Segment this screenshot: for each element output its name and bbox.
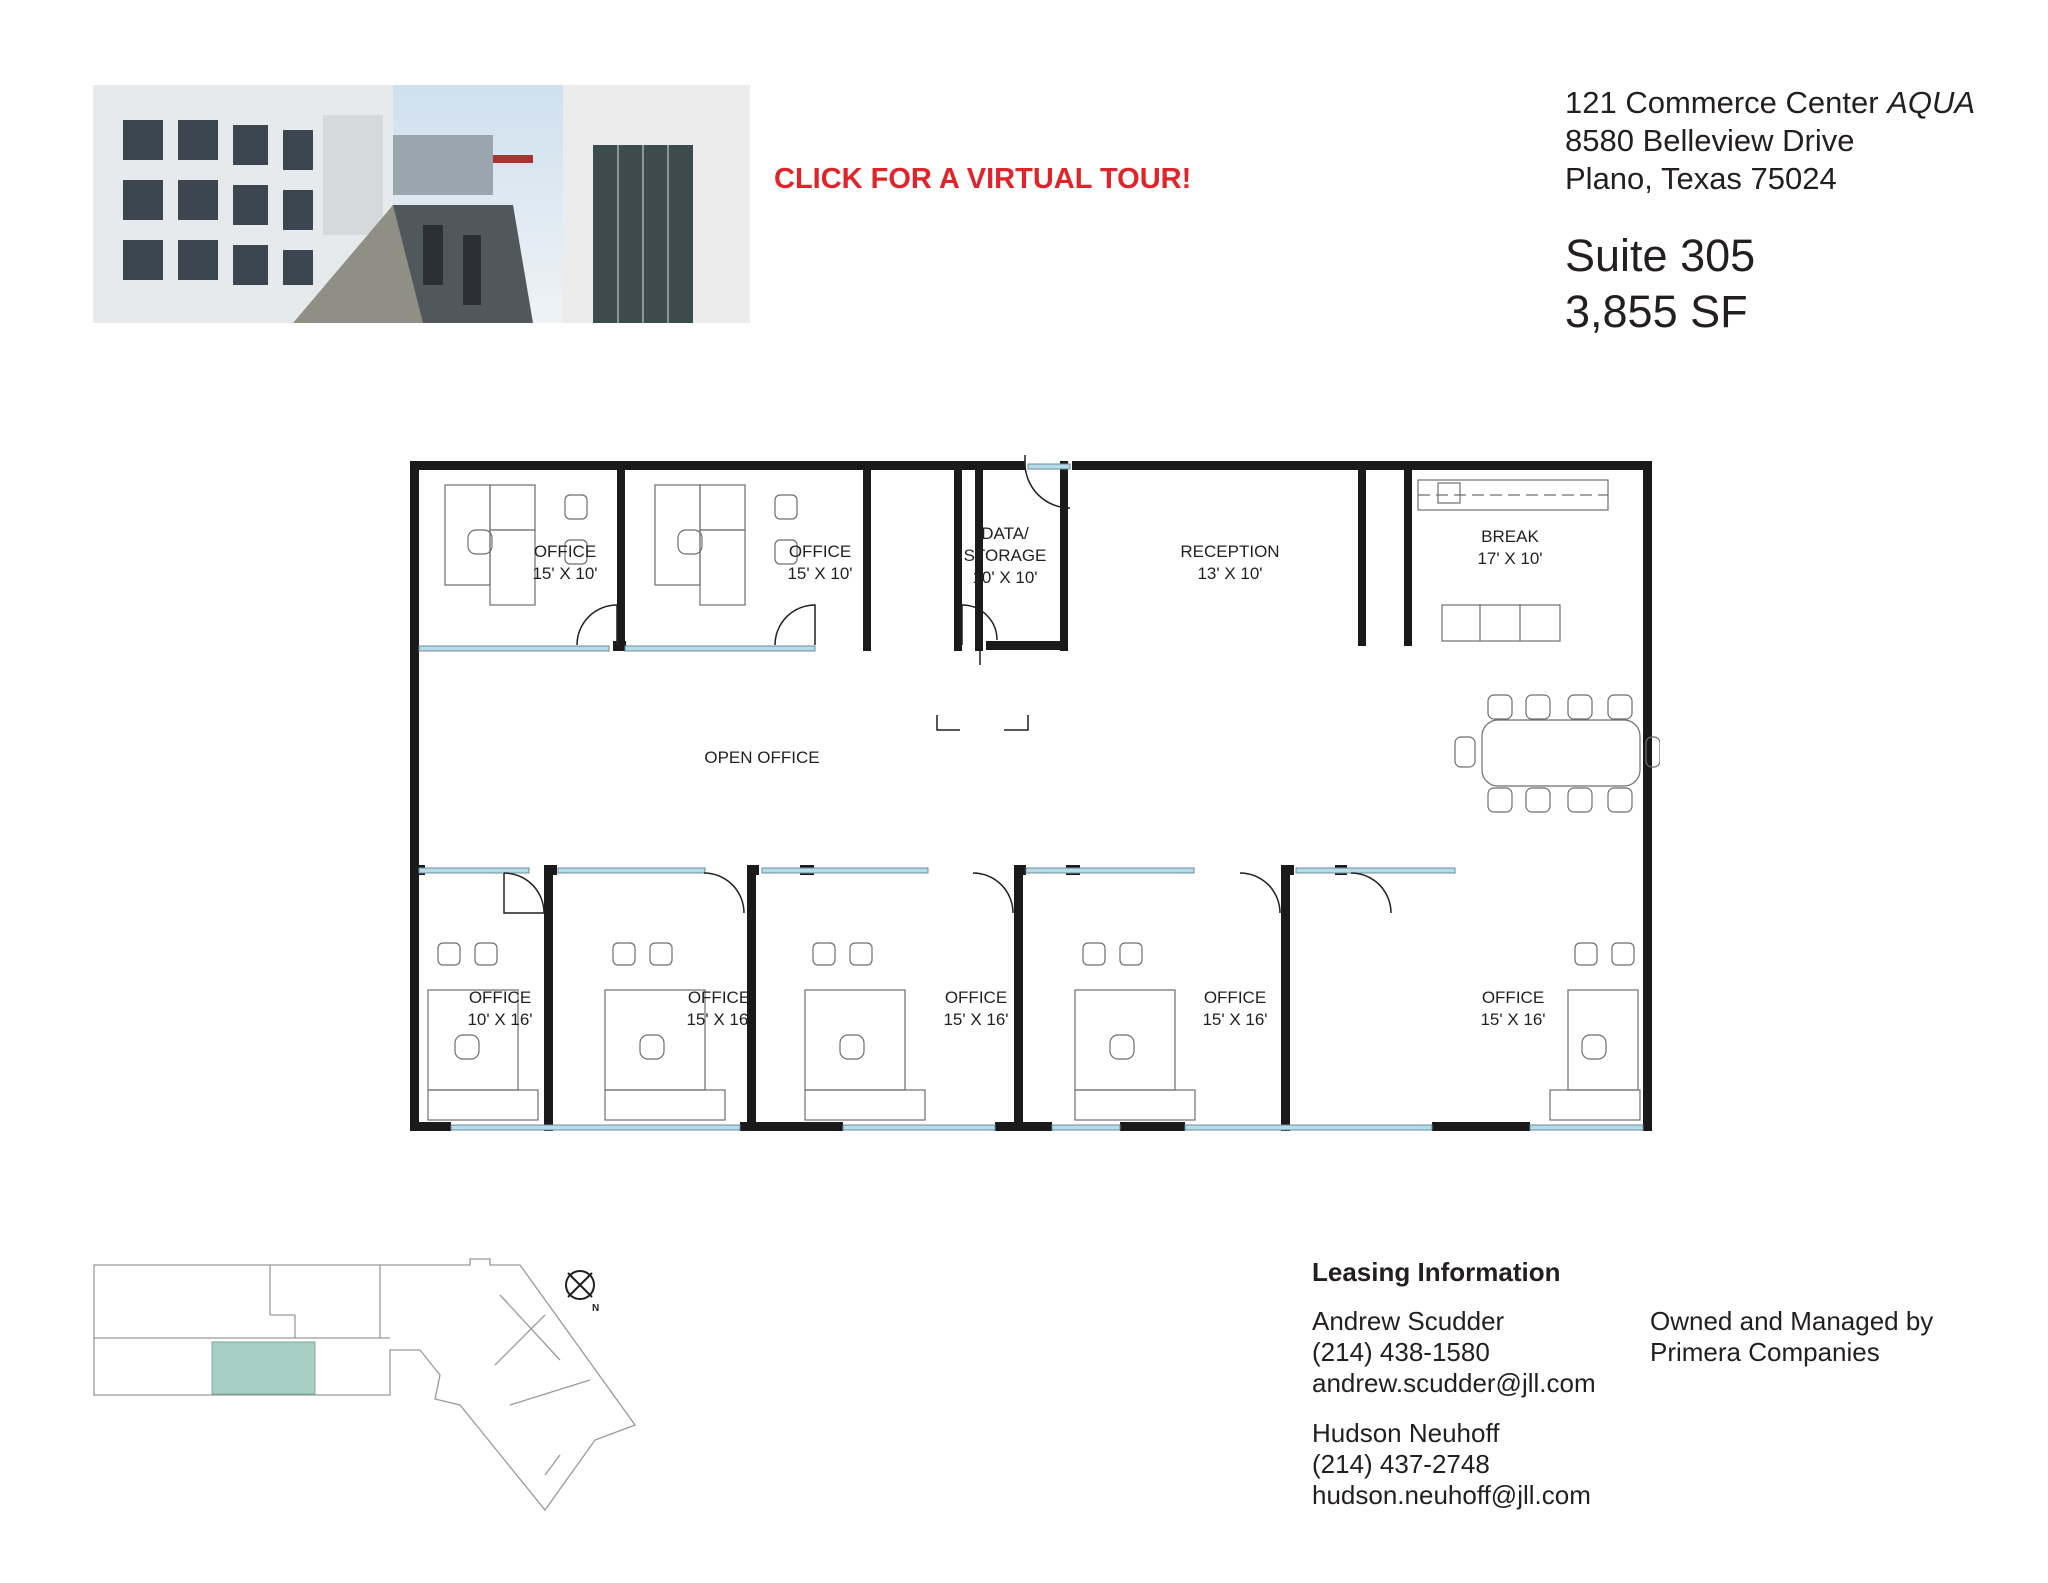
building-outline (94, 1259, 635, 1510)
street-address: 8580 Belleview Drive (1565, 123, 1855, 158)
office-3-size: 10' X 16' (467, 1010, 533, 1029)
property-address (1565, 84, 1975, 198)
owner-line-2: Primera Companies (1650, 1337, 1880, 1367)
north-arrow-icon (566, 1271, 599, 1314)
office-6-name: OFFICE (1203, 988, 1267, 1007)
suite-area: 3,855 SF (1565, 286, 1748, 337)
office-6-size: 15' X 16' (1202, 1010, 1268, 1029)
building-photo-image (93, 85, 750, 323)
suite-info (1565, 228, 1755, 340)
office-4-name: OFFICE (687, 988, 751, 1007)
owner-info (1650, 1306, 1933, 1368)
suite-number: Suite 305 (1565, 230, 1756, 281)
furniture (428, 480, 1660, 1120)
office-5-size: 15' X 16' (943, 1010, 1009, 1029)
reception-size: 13' X 10' (1197, 564, 1263, 583)
north-label: N (592, 1303, 600, 1314)
break-room-size: 17' X 10' (1477, 549, 1543, 568)
virtual-tour-link[interactable]: CLICK FOR A VIRTUAL TOUR! (774, 163, 1192, 195)
door-swings (504, 455, 1391, 913)
contact-name: Hudson Neuhoff (1312, 1418, 1500, 1448)
data-storage-size: 10' X 10' (972, 568, 1038, 587)
owner-line-1: Owned and Managed by (1650, 1306, 1934, 1336)
contact-email[interactable]: andrew.scudder@jll.com (1312, 1368, 1596, 1398)
leasing-title: Leasing Information (1312, 1257, 1561, 1287)
office-1-size: 15' X 10' (532, 564, 598, 583)
city-state-zip: Plano, Texas 75024 (1565, 161, 1837, 196)
office-7-size: 15' X 16' (1480, 1010, 1546, 1029)
contact-phone[interactable]: (214) 438-1580 (1312, 1337, 1490, 1367)
office-3-name: OFFICE (468, 988, 532, 1007)
office-7-name: OFFICE (1481, 988, 1545, 1007)
contact-card (1312, 1418, 1591, 1511)
contact-card (1312, 1306, 1596, 1399)
floor-plan (400, 455, 1660, 1135)
room-labels (467, 524, 1545, 1029)
data-storage-name-1: DATA/ (981, 524, 1029, 543)
office-2-name: OFFICE (788, 542, 852, 561)
reception-name: RECEPTION (1180, 542, 1280, 561)
building-photo[interactable] (93, 85, 750, 323)
contact-phone[interactable]: (214) 437-2748 (1312, 1449, 1490, 1479)
office-4-size: 15' X 16' (686, 1010, 752, 1029)
building-name: 121 Commerce Center (1565, 85, 1879, 120)
building-key-map (90, 1255, 650, 1520)
contact-name: Andrew Scudder (1312, 1306, 1505, 1336)
break-room-name: BREAK (1481, 527, 1539, 546)
office-2-size: 15' X 10' (787, 564, 853, 583)
building-suffix: AQUA (1887, 85, 1976, 120)
office-1-name: OFFICE (533, 542, 597, 561)
open-office-name: OPEN OFFICE (704, 748, 820, 767)
contact-email[interactable]: hudson.neuhoff@jll.com (1312, 1480, 1591, 1510)
data-storage-name-2: STORAGE (963, 546, 1047, 565)
office-5-name: OFFICE (944, 988, 1008, 1007)
suite-location-highlight (212, 1342, 315, 1394)
